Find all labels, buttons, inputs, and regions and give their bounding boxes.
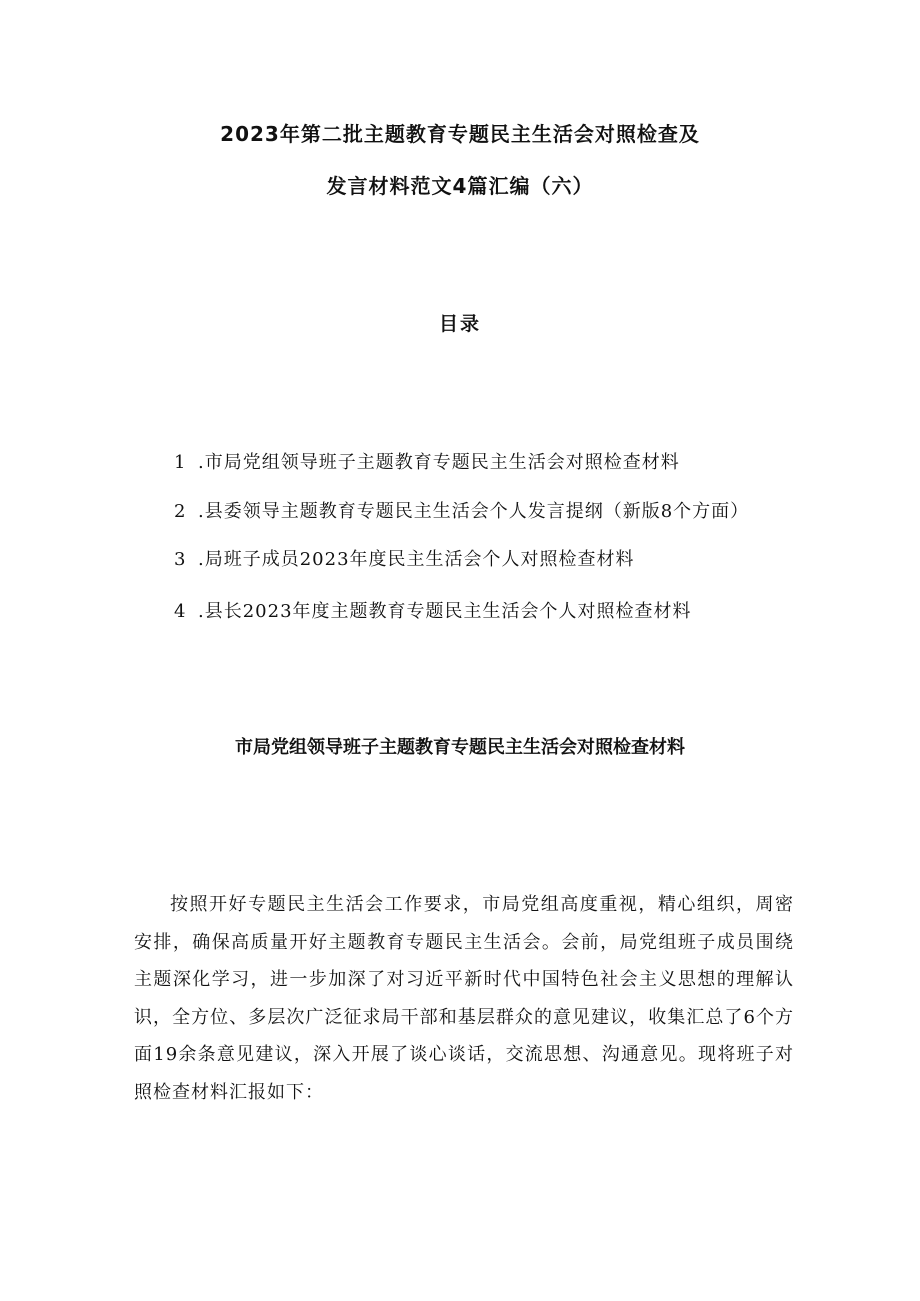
section-heading: 市局党组领导班子主题教育专题民主生活会对照检查材料 <box>235 737 685 758</box>
toc-item-text: .市局党组领导班子主题教育专题民主生活会对照检查材料 <box>198 452 680 473</box>
toc-item-text: .县长2023年度主题教育专题民主生活会个人对照检查材料 <box>198 601 692 622</box>
toc-item <box>174 597 692 623</box>
toc-item-number: 2 <box>174 501 187 522</box>
toc-item <box>174 448 680 474</box>
document-title-line-2: 发言材料范文4篇汇编（六） <box>326 174 594 198</box>
toc-item-number: 4 <box>174 601 187 622</box>
toc-heading: 目录 <box>438 313 481 335</box>
toc-item-number: 3 <box>174 549 187 570</box>
document-title-line-1: 2023年第二批主题教育专题民主生活会对照检查及 <box>220 122 700 146</box>
toc-item <box>174 545 635 571</box>
toc-item <box>174 497 749 523</box>
toc-item-number: 1 <box>174 452 187 473</box>
body-paragraph: 按照开好专题民主生活会工作要求，市局党组高度重视，精心组织，周密安排，确保高质量开好主题教育专题民主生活会。会前，局党组班子成员围绕主题深化学习，进一步加深了对习近平新时代中国特色社会主义思想的理解认识，全方位、多层次广泛征求局干部和基层群众的意见建议，收集汇总了6个方面19余条意见建议，深入开展了谈心谈话，交流思想、沟通意见。现将班子对照检查材料汇报如下： <box>134 894 794 1103</box>
toc-item-text: .县委领导主题教育专题民主生活会个人发言提纲（新版8个方面） <box>198 501 750 522</box>
toc-item-text: .局班子成员2023年度民主生活会个人对照检查材料 <box>198 549 635 570</box>
